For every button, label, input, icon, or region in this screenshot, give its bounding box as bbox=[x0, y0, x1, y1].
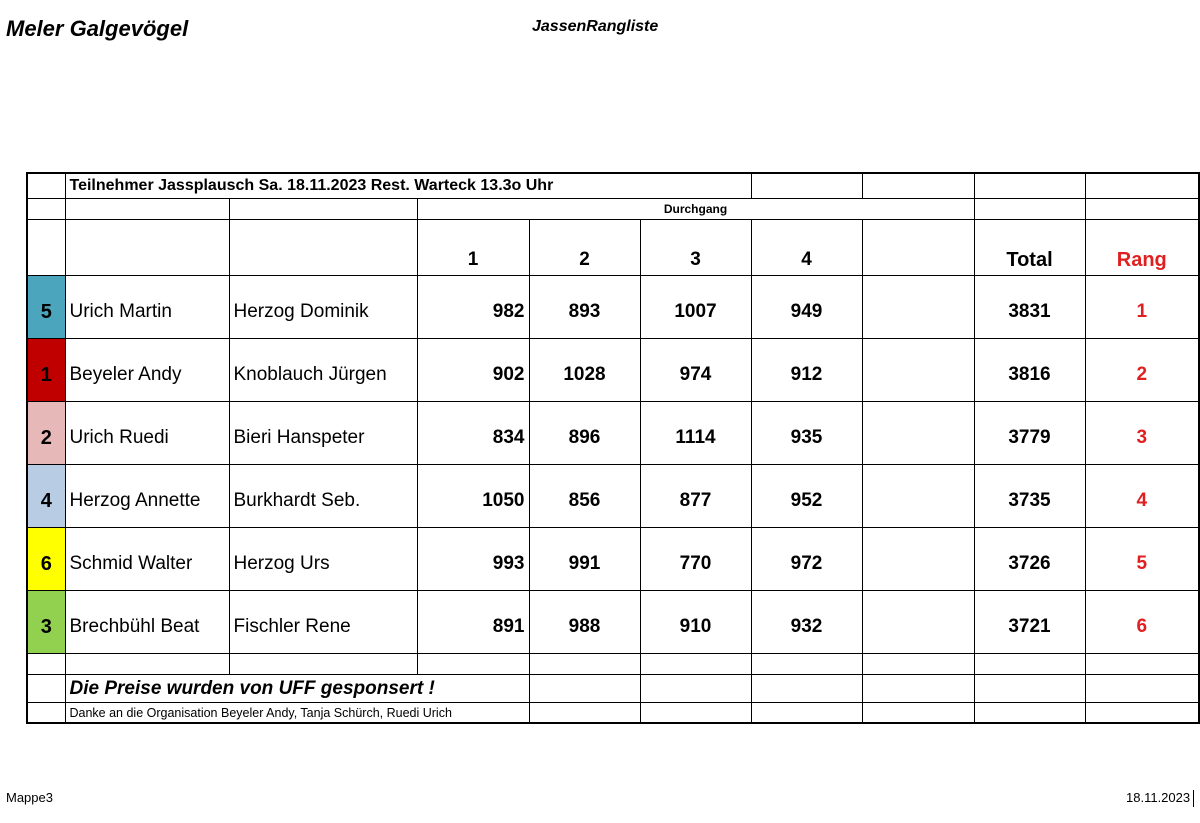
total-score: 3816 bbox=[974, 339, 1085, 402]
score-round-3: 1007 bbox=[640, 276, 751, 339]
rang-header: Rang bbox=[1085, 220, 1199, 276]
rank: 1 bbox=[1085, 276, 1199, 339]
score-round-1: 1050 bbox=[417, 465, 529, 528]
team-color-cell: 3 bbox=[27, 591, 65, 654]
print-date: 18.11.2023 bbox=[1126, 790, 1191, 805]
score-round-2: 896 bbox=[529, 402, 640, 465]
player-2: Herzog Dominik bbox=[229, 276, 417, 339]
table-row bbox=[27, 528, 1199, 591]
total-score: 3721 bbox=[974, 591, 1085, 654]
score-round-2: 1028 bbox=[529, 339, 640, 402]
team-color-cell: 1 bbox=[27, 339, 65, 402]
team-color-cell: 2 bbox=[27, 402, 65, 465]
score-round-1: 891 bbox=[417, 591, 529, 654]
player-2: Herzog Urs bbox=[229, 528, 417, 591]
score-round-3: 974 bbox=[640, 339, 751, 402]
score-round-3: 770 bbox=[640, 528, 751, 591]
score-round-4: 912 bbox=[751, 339, 862, 402]
score-round-3: 1114 bbox=[640, 402, 751, 465]
round-header-1: 1 bbox=[417, 220, 529, 276]
player-1: Beyeler Andy bbox=[65, 339, 229, 402]
round-header-2: 2 bbox=[529, 220, 640, 276]
player-1: Urich Martin bbox=[65, 276, 229, 339]
score-round-1: 993 bbox=[417, 528, 529, 591]
sheet-name: Mappe3 bbox=[6, 790, 53, 805]
score-round-3: 910 bbox=[640, 591, 751, 654]
score-round-2: 988 bbox=[529, 591, 640, 654]
table-row bbox=[27, 591, 1199, 654]
durchgang-header: Durchgang bbox=[417, 199, 974, 220]
event-title: Teilnehmer Jassplausch Sa. 18.11.2023 Rest. Warteck 13.3o Uhr bbox=[65, 173, 751, 199]
score-round-4: 952 bbox=[751, 465, 862, 528]
player-2: Knoblauch Jürgen bbox=[229, 339, 417, 402]
score-round-1: 834 bbox=[417, 402, 529, 465]
team-color-cell: 4 bbox=[27, 465, 65, 528]
team-color-cell: 6 bbox=[27, 528, 65, 591]
score-round-4: 932 bbox=[751, 591, 862, 654]
rank: 3 bbox=[1085, 402, 1199, 465]
rank: 2 bbox=[1085, 339, 1199, 402]
player-2: Bieri Hanspeter bbox=[229, 402, 417, 465]
round-header-4: 4 bbox=[751, 220, 862, 276]
table-row bbox=[27, 339, 1199, 402]
total-score: 3831 bbox=[974, 276, 1085, 339]
rank: 6 bbox=[1085, 591, 1199, 654]
rank: 4 bbox=[1085, 465, 1199, 528]
round-header-3: 3 bbox=[640, 220, 751, 276]
score-round-2: 893 bbox=[529, 276, 640, 339]
player-1: Schmid Walter bbox=[65, 528, 229, 591]
rank: 5 bbox=[1085, 528, 1199, 591]
score-round-4: 949 bbox=[751, 276, 862, 339]
score-round-1: 982 bbox=[417, 276, 529, 339]
player-1: Herzog Annette bbox=[65, 465, 229, 528]
table-row bbox=[27, 276, 1199, 339]
table-row bbox=[27, 465, 1199, 528]
score-round-1: 902 bbox=[417, 339, 529, 402]
document-title: JassenRangliste bbox=[532, 18, 659, 35]
total-score: 3726 bbox=[974, 528, 1085, 591]
team-color-cell: 5 bbox=[27, 276, 65, 339]
player-2: Burkhardt Seb. bbox=[229, 465, 417, 528]
player-2: Fischler Rene bbox=[229, 591, 417, 654]
table-row bbox=[27, 402, 1199, 465]
score-round-2: 856 bbox=[529, 465, 640, 528]
score-round-4: 972 bbox=[751, 528, 862, 591]
player-1: Brechbühl Beat bbox=[65, 591, 229, 654]
thanks-note: Danke an die Organisation Beyeler Andy, Tanja Schürch, Ruedi Urich bbox=[65, 703, 529, 724]
total-score: 3735 bbox=[974, 465, 1085, 528]
score-round-2: 991 bbox=[529, 528, 640, 591]
total-score: 3779 bbox=[974, 402, 1085, 465]
total-header: Total bbox=[974, 220, 1085, 276]
ranking-table bbox=[26, 172, 1200, 724]
player-1: Urich Ruedi bbox=[65, 402, 229, 465]
sponsor-note: Die Preise wurden von UFF gesponsert ! bbox=[65, 675, 529, 703]
score-round-3: 877 bbox=[640, 465, 751, 528]
score-round-4: 935 bbox=[751, 402, 862, 465]
club-name: Meler Galgevögel bbox=[6, 16, 189, 41]
